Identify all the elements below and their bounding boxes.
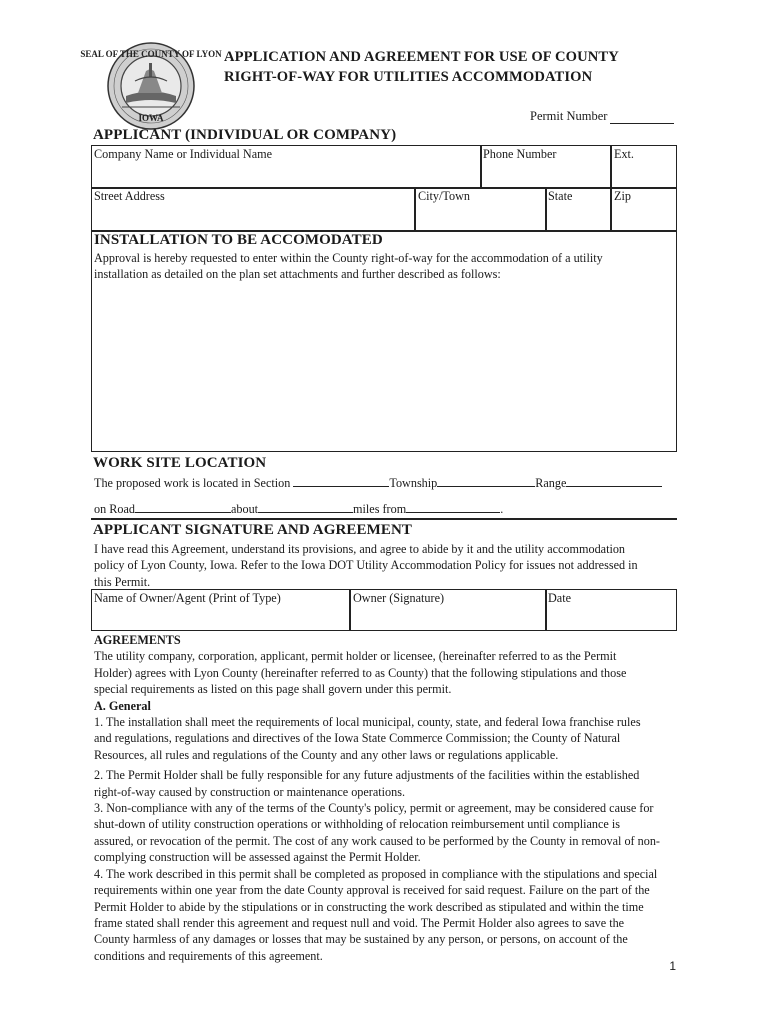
seal-state-text: IOWA <box>138 113 164 123</box>
state-divider <box>545 187 547 231</box>
installation-text <box>94 250 603 283</box>
work-site-line-2 <box>94 500 503 517</box>
signature-divider-1 <box>349 589 351 631</box>
agreements-intro-line-3: special requirements as listed on this page shall govern under this permit. <box>94 682 452 697</box>
section-rule <box>91 518 677 520</box>
page-number: 1 <box>669 959 676 973</box>
item-4-line-6: conditions and requirements of this agreement. <box>94 948 323 963</box>
range-blank[interactable] <box>566 474 662 487</box>
item-4-line-4: frame stated shall render this agreement and request null and void. The Permit Holder also agrees to save the <box>94 915 625 930</box>
road-blank[interactable] <box>135 500 231 513</box>
item-2-line-1: 2. The Permit Holder shall be fully responsible for any future adjustments of the facilities within the established <box>94 768 640 783</box>
ext-divider <box>610 145 612 231</box>
permit-number-field[interactable] <box>530 109 674 124</box>
installation-text-line-1: Approval is hereby requested to enter within the County right-of-way for the accommodation of a utility <box>94 251 603 265</box>
agreements-section <box>94 632 694 964</box>
section-blank[interactable] <box>293 474 389 487</box>
item-4-line-5: County harmless of any damages or losses that may be sustained by any person, or persons, on account of the <box>94 932 628 947</box>
miles-blank[interactable] <box>258 500 353 513</box>
signature-heading: APPLICANT SIGNATURE AND AGREEMENT <box>93 522 413 538</box>
miles-from-blank[interactable] <box>406 500 500 513</box>
signature-text-line-1: I have read this Agreement, understand its provisions, and agree to abide by it and the utility accommodation <box>94 542 626 556</box>
county-seal <box>80 41 222 131</box>
item-2-line-2: right-of-way caused by construction or maintenance operations. <box>94 784 406 799</box>
owner-name-field[interactable]: Name of Owner/Agent (Print of Type) <box>94 591 281 605</box>
applicant-heading: APPLICANT (INDIVIDUAL OR COMPANY) <box>93 127 397 143</box>
work-site-line-1 <box>94 474 662 491</box>
item-4-line-1: 4. The work described in this permit shall be completed as proposed in compliance with the stipulations and special <box>94 866 658 881</box>
item-1-line-2: and regulations, regulations and directives of the Iowa State Commerce Commission; the County of Natural <box>94 731 621 746</box>
owner-signature-field[interactable]: Owner (Signature) <box>353 591 445 605</box>
item-3-line-2: shut-down of utility construction operations or withholding of relocation reimbursement until compliance is <box>94 817 620 832</box>
item-3-line-3: assured, or revocation of the permit. The cost of any work caused to be performed by the County in removal of non- <box>94 833 660 848</box>
zip-field[interactable]: Zip <box>614 189 631 203</box>
item-4-line-2: requirements within one year from the date County approval is received for said request. Failure on the part of the <box>94 883 650 898</box>
state-field[interactable]: State <box>548 189 573 203</box>
about-label: about <box>230 502 259 516</box>
miles-from-label: miles from <box>353 502 407 516</box>
work-site-heading: WORK SITE LOCATION <box>93 455 267 471</box>
signature-divider-2 <box>545 589 547 631</box>
date-field[interactable]: Date <box>548 591 572 605</box>
agreements-intro-line-2: Holder) agrees with Lyon County (hereinafter referred to as County) that the following stipulations and those <box>94 665 627 680</box>
permit-number-label: Permit Number <box>530 109 608 123</box>
title-line-2: RIGHT-OF-WAY FOR UTILITIES ACCOMMODATION <box>224 68 593 85</box>
section-label: The proposed work is located in Section <box>94 476 291 490</box>
form-title <box>224 48 694 87</box>
township-blank[interactable] <box>437 474 535 487</box>
phone-divider <box>480 145 482 188</box>
signature-text-line-3: this Permit. <box>94 574 151 589</box>
city-divider <box>414 187 416 231</box>
item-3-line-1: 3. Non-compliance with any of the terms of the County's policy, permit or agreement, may be considered cause for <box>94 801 654 816</box>
period: . <box>500 502 504 516</box>
title-line-1: APPLICATION AND AGREEMENT FOR USE OF COUNTY <box>224 49 619 65</box>
item-1-line-1: 1. The installation shall meet the requirements of local municipal, county, state, and federal Iowa franchise rules <box>94 715 641 730</box>
agreements-heading: AGREEMENTS <box>94 633 181 647</box>
item-3-line-4: complying construction will be assessed against the Permit Holder. <box>94 850 421 865</box>
township-label: Township <box>389 476 438 490</box>
street-address-field[interactable]: Street Address <box>94 189 165 203</box>
phone-number-field[interactable]: Phone Number <box>483 147 557 161</box>
seal-text: SEAL OF THE COUNTY OF LYON <box>80 49 222 59</box>
road-label: on Road <box>94 502 135 516</box>
applicant-row-divider <box>91 187 677 189</box>
ext-field[interactable]: Ext. <box>614 147 634 161</box>
installation-text-line-2: installation as detailed on the plan set attachments and further described as follows: <box>94 267 501 282</box>
range-label: Range <box>535 476 567 490</box>
signature-text <box>94 541 638 590</box>
item-4-line-3: Permit Holder to abide by the stipulations or in constructing the work described as stipulated and within the time <box>94 899 644 914</box>
installation-heading: INSTALLATION TO BE ACCOMODATED <box>94 232 383 248</box>
agreements-intro-line-1: The utility company, corporation, applicant, permit holder or licensee, (hereinafter referred to as the Permit <box>94 649 617 664</box>
general-heading: A. General <box>94 698 151 713</box>
permit-number-blank[interactable] <box>610 112 674 124</box>
company-name-field[interactable]: Company Name or Individual Name <box>94 147 273 161</box>
item-1-line-3: Resources, all rules and regulations of the County and any other laws or regulations applicable. <box>94 747 559 762</box>
signature-text-line-2: policy of Lyon County, Iowa. Refer to the Iowa DOT Utility Accommodation Policy for issues not addressed in <box>94 558 638 573</box>
city-field[interactable]: City/Town <box>418 189 470 203</box>
